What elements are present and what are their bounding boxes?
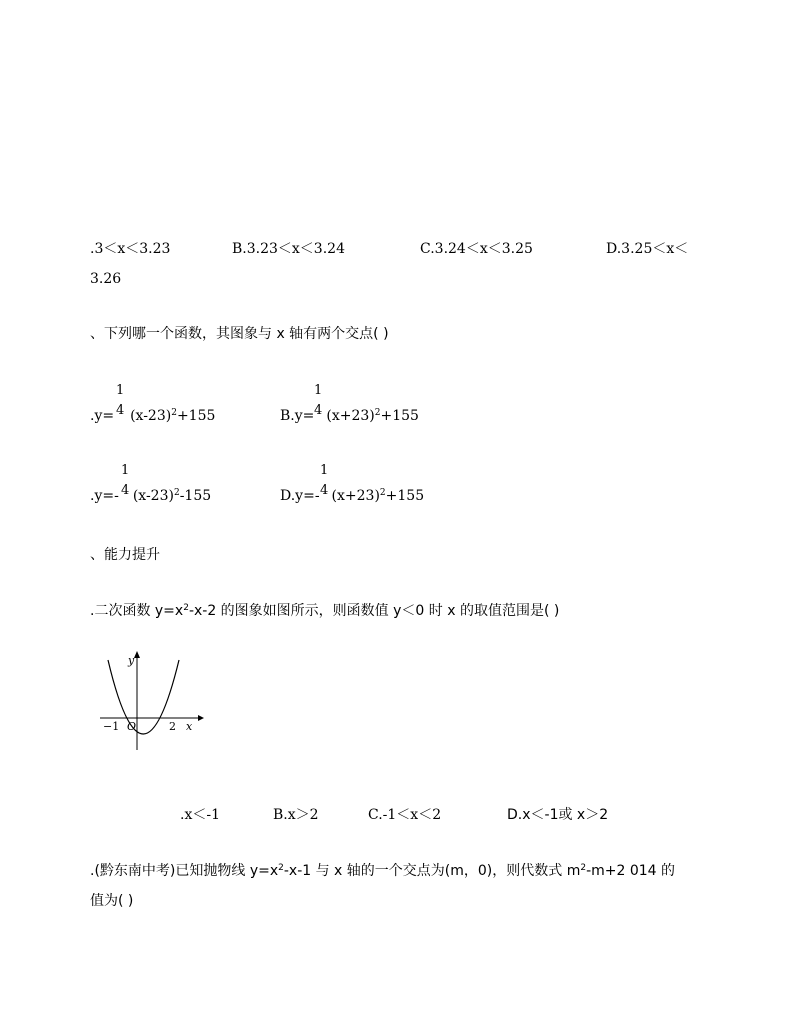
function-body: (x-23)	[130, 408, 172, 424]
option-d: D.3.25＜x＜	[606, 241, 689, 257]
function-tail: +155	[380, 408, 419, 424]
exponent: 2	[183, 603, 189, 613]
option-d-continuation: 3.26	[90, 271, 122, 287]
question-quadratic: .二次函数 $y=x^2-x-2$ 的图象如图所示，则函数值 y＜0 时 x 的取值范围是( )	[90, 603, 560, 619]
exponent: 2	[580, 863, 587, 873]
y-axis-arrow-icon	[134, 651, 140, 658]
exponent: 2	[278, 863, 284, 873]
function-prefix: .y=-	[90, 488, 119, 504]
quadratic-option-c: C.-1＜x＜2	[368, 807, 442, 823]
tick-label-neg-one: −1	[103, 720, 120, 733]
exponent: 2	[171, 408, 177, 418]
quadratic-option-a: .x＜-1	[180, 807, 220, 823]
fraction-numerator: 1	[121, 463, 130, 478]
option-a: .3＜x＜3.23	[90, 241, 171, 257]
origin-label: O	[127, 720, 137, 733]
question-two-intersections: 、下列哪一个函数，其图象与 x 轴有两个交点( )	[90, 326, 389, 342]
fraction-denominator: 4	[320, 483, 329, 498]
function-body: (x+23)	[331, 488, 380, 504]
parabola-graph	[90, 648, 210, 758]
fraction-denominator: 4	[116, 403, 125, 418]
quadratic-option-b: B.x＞2	[273, 807, 319, 823]
question-parabola-line1: .(黔东南中考)已知抛物线 $y=x^2-x-1$ 与 x 轴的一个交点为(m，0)，则代数式 $m^2-m+2$ 014 的	[90, 863, 676, 879]
function-prefix: D.y=-	[280, 488, 320, 504]
function-prefix: .y=	[90, 408, 115, 424]
section-heading: 、能力提升	[90, 547, 160, 563]
option-b: B.3.23＜x＜3.24	[232, 241, 345, 257]
fraction-numerator: 1	[314, 383, 323, 398]
function-tail: +155	[385, 488, 425, 504]
x-axis-arrow-icon	[198, 715, 204, 721]
exponent: 2	[374, 408, 381, 418]
exponent: 2	[173, 488, 180, 498]
y-axis-label: y	[128, 654, 135, 667]
x-axis-label: x	[186, 720, 193, 733]
fraction-numerator: 1	[320, 463, 329, 478]
fraction-numerator: 1	[116, 383, 125, 398]
function-prefix: B.y=	[280, 408, 315, 424]
function-body: (x-23)	[132, 488, 174, 504]
function-tail: -155	[179, 488, 212, 504]
quadratic-option-d: D.x＜-1或 x＞2	[507, 807, 609, 823]
option-c: C.3.24＜x＜3.25	[420, 241, 533, 257]
function-tail: +155	[176, 408, 216, 424]
exponent: 2	[379, 488, 386, 498]
tick-label-two: 2	[169, 720, 176, 733]
fraction-denominator: 4	[121, 483, 130, 498]
fraction-denominator: 4	[314, 403, 323, 418]
function-body: (x+23)	[326, 408, 375, 424]
question-parabola-line2: 值为( )	[90, 893, 134, 909]
